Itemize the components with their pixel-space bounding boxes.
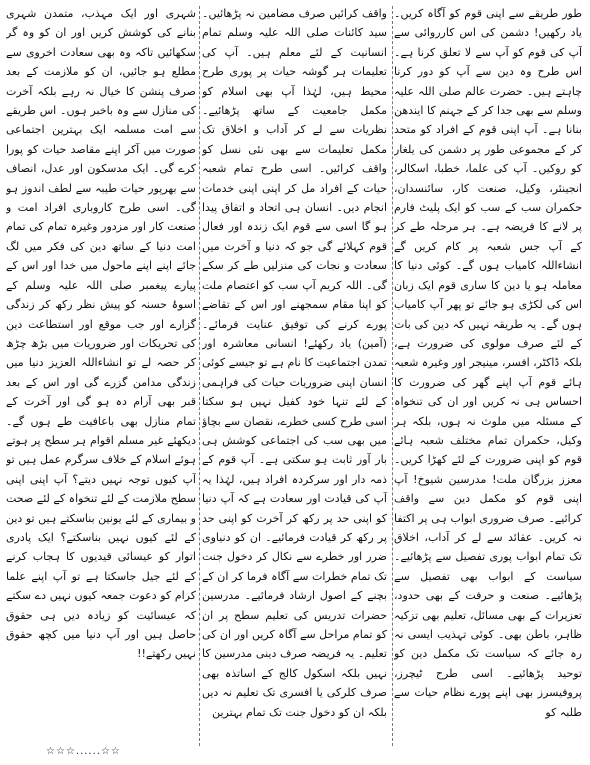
column-text: طور طریقے سے اپنی قوم کو آگاہ کریں۔ یاد رکھیں! دشمن کی اس کارروائی سے آپ کی قوم کو آپ سے لا تعلق کرنا ہے۔ اس طرح وہ دین سے آپ کو دور کرنا چاہتے ہیں۔ حضرت عالم صلی اللہ علیہ وسلم سے بھی جدا کر کے جہنم کا ایندھن بنانا ہے۔ آپ اپنی قوم کے افراد کو متحد کر کے مجموعی طور پر دشمن کی یلغار کو روکیں۔ آپ کی علما، خطبا، اسکالر، انجینئر، وکیل، صنعت کار، سائنسدان، حکمران سب کے سب کو ایک پلیٹ فارم پر لانے کا فریضہ ہے۔ ہر مرحلہ طے کر کے آپ جس شعبہ پر کام کریں گے انشاءاللہ کامیاب ہوں گے۔ کوئی دنیا کا معاملہ ہو یا دین کا ساری قوم ایک زبان اس کی لکڑی ہو جائے تو پھر آپ کامیاب ہوں گے۔ یہ طریقہ نہیں کہ دین کی بات کے لئے صرف مولوی کی ضرورت ہے، بلکہ ڈاکٹر، افسر، مینیجر اور وغیرہ شعبہ ہائے قوم آپ اپنے گھر کی ضرورت کا احساس ہی نہ کریں اور ان کی تنخواہ کے مسئلہ میں ملوث نہ ہوں، بلکہ ہر وکیل، حکمران تمام مختلف شعبہ ہائے قوم کو اپنی ضرورت کے لئے کھڑا کریں۔ معزز بزرگان ملت! مدرسین شیوخ! آپ اپنی قوم کو مکمل دین سے واقف کرائیے۔ صرف ضروری ابواب ہی پر اکتفا نہ کریں۔ عقائد سے لے کر آداب، اخلاق تک تمام ابواب پوری تفصیل سے پڑھائیے۔ سیاست کے ابواب بھی تفصیل سے پڑھائیے۔ صنعت و حرفت کے بھی حدود، تعزیرات کے بھی مسائل، تعلیم بھی تزکیہ ظاہر، باطن بھی۔ کوئی تہذیب ایسی نہ رہ جائے کہ سیاست تک مکمل دین کو توحید پڑھائیے۔ اسی طرح ٹیچرز، پروفیسرز بھی اپنے پورے نظام حیات سے طلبہ کو: [394, 7, 582, 719]
column-text: واقف کرائیں صرف مضامین نہ پڑھائیں۔ سید کائنات صلی اللہ علیہ وسلم تمام انسانیت کے لئے معلم ہیں۔ آپ کی تعلیمات ہر گوشہ حیات پر پوری طرح محیط ہیں، لہٰذا آپ بھی اسلام کو مکمل جامعیت کے ساتھ پڑھائیے۔ نظریات سے لے کر آداب و اخلاق تک مکمل تعلیمات سے بھی نئی نسل کو واقف کرائیں۔ اسی طرح تمام شعبہ حیات کے افراد مل کر اپنی اپنی خدمات انجام دیں۔ انسان ہی اتحاد و اتفاق پیدا ہو گا اسی سے قوم ایک زندہ اور فعال قوم کہلائے گی جو کہ دنیا و آخرت میں سعادت و نجات کی منزلیں طے کر سکے گی۔ اللہ کریم آپ سب کو اعتصام ملت کو اپنا مقام سمجھنے اور اس کے تقاضے پورے کرنے کی توفیق عنایت فرمائے۔ (آمین) یاد رکھئے! انسانی معاشرہ اور تمدن اجتماعیت کا نام ہے تو جیسے کوئی انسان اپنی ضروریات حیات کی فراہمی کے لئے تنہا خود کفیل نہیں ہو سکتا اسی طرح کسی خطرے، نقصان سے بچاؤ میں بھی سب کی اجتماعی کوشش ہی بار آور ثابت ہو سکتی ہے۔ آپ قوم کے ذمہ دار اور سرکردہ افراد ہیں، لہٰذا یہ آپ کی قیادت اور سعادت ہے کہ آپ دنیا کو اپنی حد پر رکھ کر آخرت کو اپنی حد پر رکھ کر قیادت فرمائیے۔ ان کو دنیاوی ضرر اور خطرے سے نکال کر دخول جنت تک تمام خطرات سے آگاہ فرما کر ان کے بچنے کے اصول ارشاد فرمائیے۔ مدرسین حضرات تدریس کی تعلیم سطح پر ان کو تمام مراحل سے آگاہ کریں اور ان کی تعلیم۔ یہ فریضہ صرف دینی مدرسین کا نہیں بلکہ اسکول کالج کے اساتذہ بھی صرف کلرکی یا افسری تک تعلیم نہ دیں بلکہ ان کو دخول جنت تک تمام بہترین: [202, 7, 387, 719]
article-column-middle: [202, 4, 387, 746]
column-divider: [392, 6, 393, 746]
column-divider: [199, 6, 200, 746]
article-column-right: [394, 4, 582, 746]
article-column-left: [6, 4, 196, 746]
newspaper-page: [6, 4, 584, 761]
column-text: شہری اور ایک مہذب، متمدن شہری بنانے کی کوشش کریں اور ان کو وہ گر سکھائیں تاکہ وہ بھی سعادت اخروی سے مطلع ہو جائیں، ان کو ملازمت کے بعد صرف پنشن کا خیال نہ رہے بلکہ آخرت کی منازل سے وہ باخبر ہوں۔ اس طریقے سے امت مسلمہ ایک بہترین اجتماعی صورت میں آکر اپنے مقاصد حیات کو پورا کرے گی۔ ایک مدسکون اور عدل، انصاف سے بھرپور حیات طیبہ سے لطف اندوز ہو گی۔ اسی طرح کاروباری افراد امت و صنعت کار اور مزدور وغیرہ تمام کی تمام امت دنیا کے ساتھ دین کی فکر میں لگ جائے اپنے اپنے ماحول میں خدا اور اس کے پیارے پیغمبر صلی اللہ علیہ وسلم کے اسوۂ حسنہ کو پیش نظر رکھ کر زندگی گزارے اور جب موقع اور استطاعت دین کی تحریکات اور ضروریات میں بڑھ چڑھ کر حصہ لے تو انشاءاللہ العزیز دنیا میں زندگی مدامن گزرے گی اور اس کے بعد قبر بھی آرام دہ ہو گی اور آخرت کے تمام منازل بھی باعافیت طے ہوں گے۔ دیکھئے غیر مسلم اقوام ہر سطح پر ہوتے ہوئے اسلام کے خلاف سرگرم عمل ہیں تو آپ کیوں توجہ نہیں دیتے؟ آپ اپنی اپنی سطح ملازمت کے لئے تنخواہ کے لئے صحت و بیماری کے لئے یونین بناسکتے ہیں تو دین کے لئے کیوں نہیں بناسکتے؟ ایک پادری اتوار کو عیسائی قیدیوں کا ہجاب کرنے کے لئے جیل جاسکتا ہے تو آپ اپنے علما کرام کو دعوت جمعہ کیوں نہیں دے سکتے کہ عیسائیت کو زیادہ دیں ہی حقوق حاصل ہیں اور آپ دنیا میں کچھ حقوق نہیں رکھتے!!: [6, 7, 196, 661]
article-end-ornament: ☆☆☆......☆☆: [46, 746, 121, 757]
